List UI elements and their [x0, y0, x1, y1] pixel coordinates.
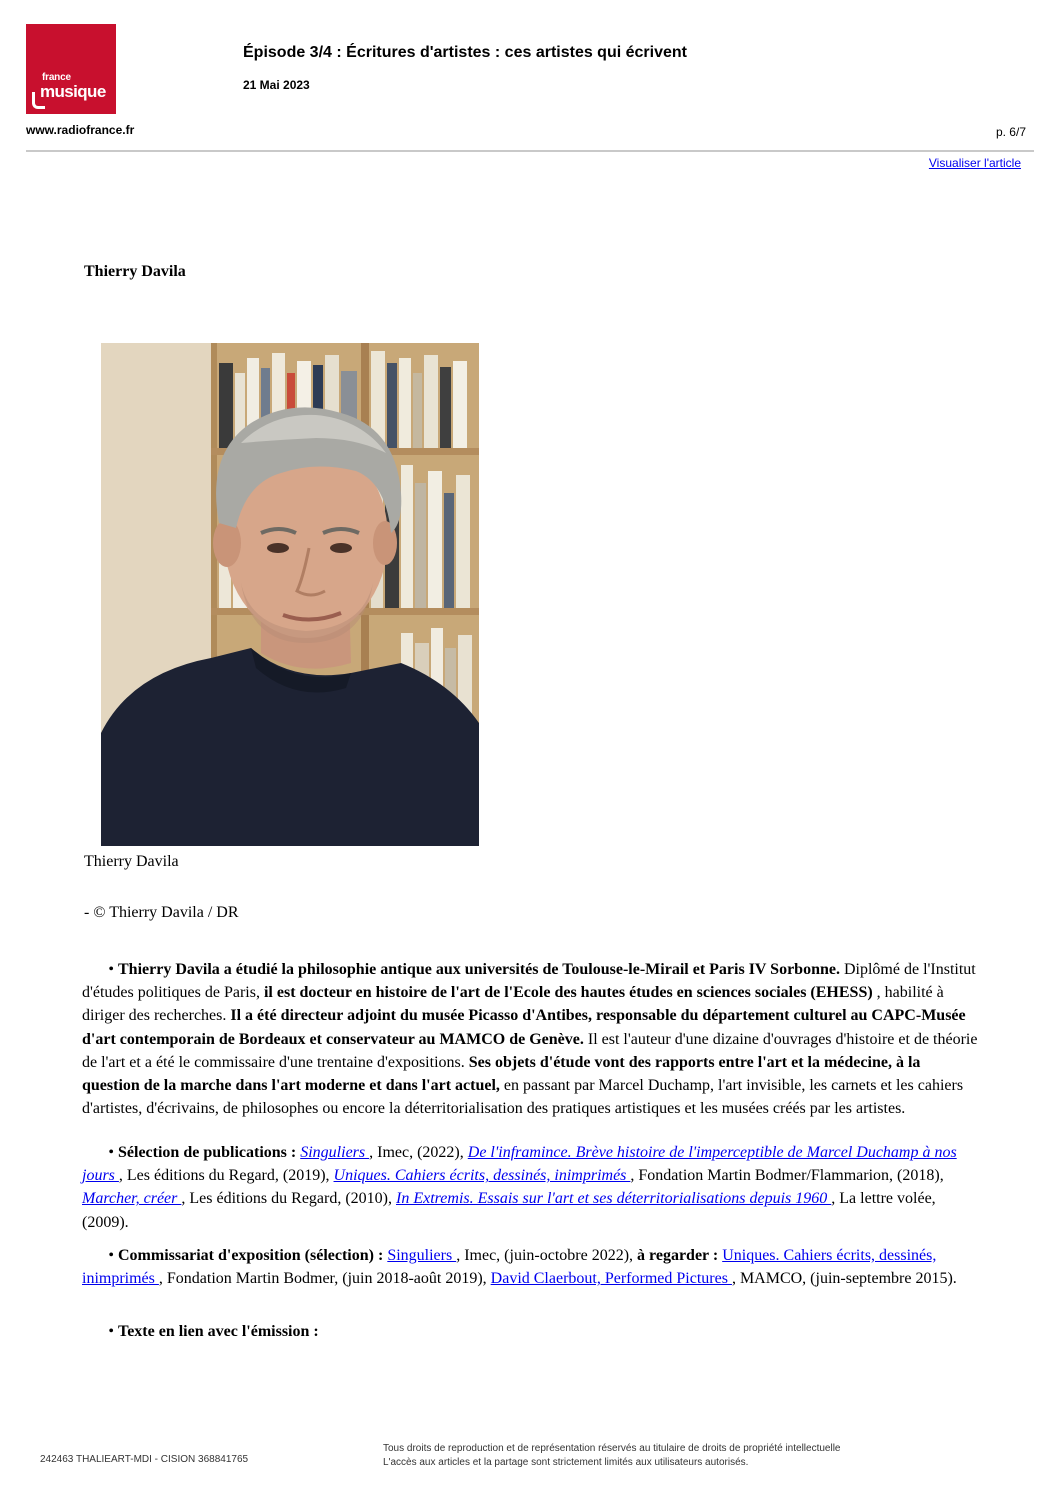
exhibition-link[interactable]: Singuliers	[387, 1247, 457, 1264]
bio-text: en passant par Marcel Duchamp, l'art invisible, les carnets et les cahiers d'artistes, d'écrivains, de philosophes ou encore la déterritorialisation des pratiques artistiques et les musées créés par les artistes.	[82, 1077, 964, 1118]
publication-link[interactable]: De l'inframince. Brève histoire de l'imperceptible de Marcel Duchamp à nos jours	[82, 1144, 957, 1185]
bio-studies: Thierry Davila a étudié la philosophie antique aux universités de Toulouse-le-Mirail et Paris IV Sorbonne.	[118, 961, 840, 978]
site-url: www.radiofrance.fr	[26, 123, 135, 137]
photo-caption: Thierry Davila	[84, 853, 179, 870]
france-musique-logo	[26, 24, 116, 114]
bullet-icon: •	[108, 1144, 114, 1161]
publication-details: , Les éditions du Regard, (2019),	[118, 1167, 334, 1185]
author-portrait-image	[101, 343, 479, 846]
to-watch-label: à regarder :	[637, 1247, 719, 1264]
header-divider	[26, 150, 1034, 152]
exhibition-link[interactable]: Uniques. Cahiers écrits, dessinés, inimprimés	[82, 1247, 937, 1288]
logo-line-1: france	[42, 72, 71, 83]
related-text-label: Texte en lien avec l'émission :	[118, 1323, 319, 1340]
bio-doctorate: il est docteur en histoire de l'art de l'Ecole des hautes études en sciences sociales (EHESS)	[263, 984, 873, 1002]
related-text-paragraph	[82, 1320, 982, 1343]
footer-reference: 242463 THALIEART-MDI - CISION 368841765	[40, 1454, 249, 1465]
publications-label: Sélection de publications :	[118, 1144, 297, 1161]
exhibition-link[interactable]: David Claerbout, Performed Pictures	[490, 1270, 732, 1288]
view-article-link[interactable]: Visualiser l'article	[928, 156, 1021, 170]
bio-paragraph	[82, 958, 982, 1120]
author-photo	[101, 343, 479, 846]
page-title: Épisode 3/4 : Écritures d'artistes : ces artistes qui écrivent	[243, 44, 687, 61]
publication-details: , Les éditions du Regard, (2010),	[181, 1190, 396, 1208]
publication-details: , Imec, (2022),	[369, 1144, 468, 1161]
publication-link[interactable]: Uniques. Cahiers écrits, dessinés, inimprimés	[333, 1167, 631, 1185]
publication-link[interactable]: Marcher, créer	[82, 1190, 182, 1208]
bio-text: Diplômé de l'Institut d'études politiques de Paris,	[82, 961, 976, 1002]
publication-details: , Fondation Martin Bodmer/Flammarion, (2018),	[630, 1167, 944, 1185]
bullet-icon: •	[108, 1323, 114, 1340]
exhibition-details: , Imec, (juin-octobre 2022),	[456, 1247, 638, 1264]
publications-paragraph	[82, 1141, 982, 1234]
page-number: p. 6/7	[995, 125, 1026, 139]
bio-research: Ses objets d'étude vont des rapports entre l'art et la médecine, à la question de la marche dans l'art moderne et dans l'art actuel,	[82, 1053, 921, 1095]
publication-link[interactable]: In Extremis. Essais sur l'art et ses déterritorialisations depuis 1960	[396, 1190, 832, 1208]
logo-mark-icon	[32, 92, 45, 109]
bio-text: Il est l'auteur d'une dizaine d'ouvrages d'histoire et de théorie de l'art et a été le commissaire d'une trentaine d'expositions.	[82, 1030, 978, 1071]
exhibition-details: , MAMCO, (juin-septembre 2015).	[731, 1270, 957, 1288]
bio-positions: Il a été directeur adjoint du musée Picasso d'Antibes, responsable du département culturel au CAPC-Musée d'art contemporain de Bordeaux et conservateur au MAMCO de Genève.	[82, 1007, 966, 1048]
publication-details: , La lettre volée, (2009).	[82, 1190, 936, 1231]
author-heading: Thierry Davila	[84, 263, 186, 280]
exhibitions-paragraph	[82, 1244, 982, 1290]
exhibitions-label: Commissariat d'exposition (sélection) :	[118, 1247, 384, 1264]
bullet-icon: •	[108, 961, 114, 978]
bullet-icon: •	[108, 1247, 114, 1264]
copyright-line: Tous droits de reproduction et de représentation réservés au titulaire de droits de propriété intellectuelle	[383, 1443, 841, 1454]
publication-date: 21 Mai 2023	[243, 78, 310, 92]
publication-link[interactable]: Singuliers	[300, 1144, 370, 1161]
access-line: L'accès aux articles et la partage sont strictement limités aux utilisateurs autorisés.	[383, 1457, 749, 1468]
logo-line-2: musique	[40, 82, 106, 101]
bio-text: , habilité à diriger des recherches.	[82, 984, 944, 1025]
footer-copyright	[383, 1442, 841, 1470]
photo-credit: - © Thierry Davila / DR	[84, 904, 239, 921]
exhibition-details: , Fondation Martin Bodmer, (juin 2018-août 2019),	[158, 1270, 491, 1288]
